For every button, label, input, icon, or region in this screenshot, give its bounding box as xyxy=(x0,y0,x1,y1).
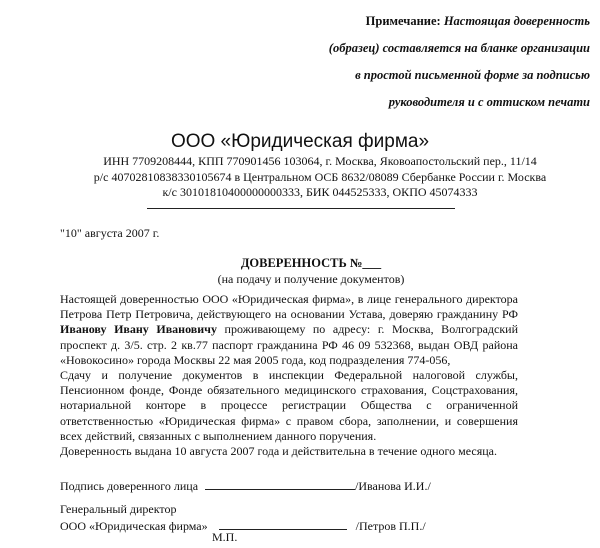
director-title: Генеральный директор xyxy=(60,502,177,516)
document-title: ДОВЕРЕННОСТЬ №___ xyxy=(240,256,382,270)
note-label: Примечание: xyxy=(365,14,441,28)
company-name: ООО «Юридическая фирма» xyxy=(170,131,430,152)
note-line xyxy=(300,8,590,35)
note-line: (образец) составляется на бланке организации xyxy=(328,41,590,55)
validity-paragraph: Доверенность выдана 10 августа 2007 года и действительна в течение одного месяца. xyxy=(60,444,497,459)
trustee-name-bold: Иванову Ивану Ивановичу xyxy=(60,322,217,337)
header-divider xyxy=(147,208,455,209)
director-signature-line xyxy=(219,517,347,530)
document-title-block xyxy=(0,255,600,287)
company-header xyxy=(0,130,600,201)
trustee-signature-row xyxy=(60,477,431,494)
company-requisites-line: к/с 30101810400000000333, БИК 044525333, ОКПО 45074333 xyxy=(162,185,478,199)
trustee-signature-line xyxy=(205,477,355,490)
note-line: руководителя и с оттиском печати xyxy=(388,95,590,109)
body-text-end: проживающему по адресу: г. Москва, Волгоградский проспект д. 3/5. стр. 2 кв.77 паспорт гражданина РФ 46 09 532368, выдан ОВД района «Новокосино» города Москвы 22 мая 2005 года, код подразделения 774-056, xyxy=(60,322,518,367)
director-org: ООО «Юридическая фирма» xyxy=(60,519,208,533)
note-line: в простой письменной форме за подписью xyxy=(355,68,590,82)
director-signature-row xyxy=(60,517,426,534)
director-signature-name: /Петров П.П./ xyxy=(355,519,426,533)
body-paragraph xyxy=(60,292,518,368)
trustee-signature-name: /Иванова И.И./ xyxy=(355,479,431,493)
note-text: Настоящая доверенность xyxy=(443,14,590,28)
note-block xyxy=(300,8,590,116)
document-subtitle: (на подачу и получение документов) xyxy=(217,272,405,286)
company-requisites-line: р/с 40702810838330105674 в Центральном ОСБ 8632/08089 Сбербанке России г. Москва xyxy=(93,169,547,184)
trustee-signature-label: Подпись доверенного лица xyxy=(60,479,199,493)
company-requisites-line: ИНН 7709208444, КПП 770901456 103064, г. Москва, Яковоапостольский пер., 11/14 xyxy=(103,154,537,168)
body-paragraph: Сдачу и получение документов в инспекции Федеральной налоговой службы, Пенсионном фонде, Фонде обязательного медицинского страхования, Соцстрахования, нотариальной конторе в процессе регистрации Общества с ограниченной ответственностью «Юридическая фирма» с правом сбора, заполнении, и совершения всех действий, связанных с выполнением данного поручения. xyxy=(60,368,518,443)
document-date: "10" августа 2007 г. xyxy=(60,226,160,240)
body-text-start: Настоящей доверенностью ООО «Юридическая фирма», в лице генерального директора Петрова Петр Петровича, действующего на основании Устава, доверяю гражданину РФ xyxy=(60,292,518,322)
stamp-place: М.П. xyxy=(212,530,238,544)
document-body xyxy=(60,292,518,459)
